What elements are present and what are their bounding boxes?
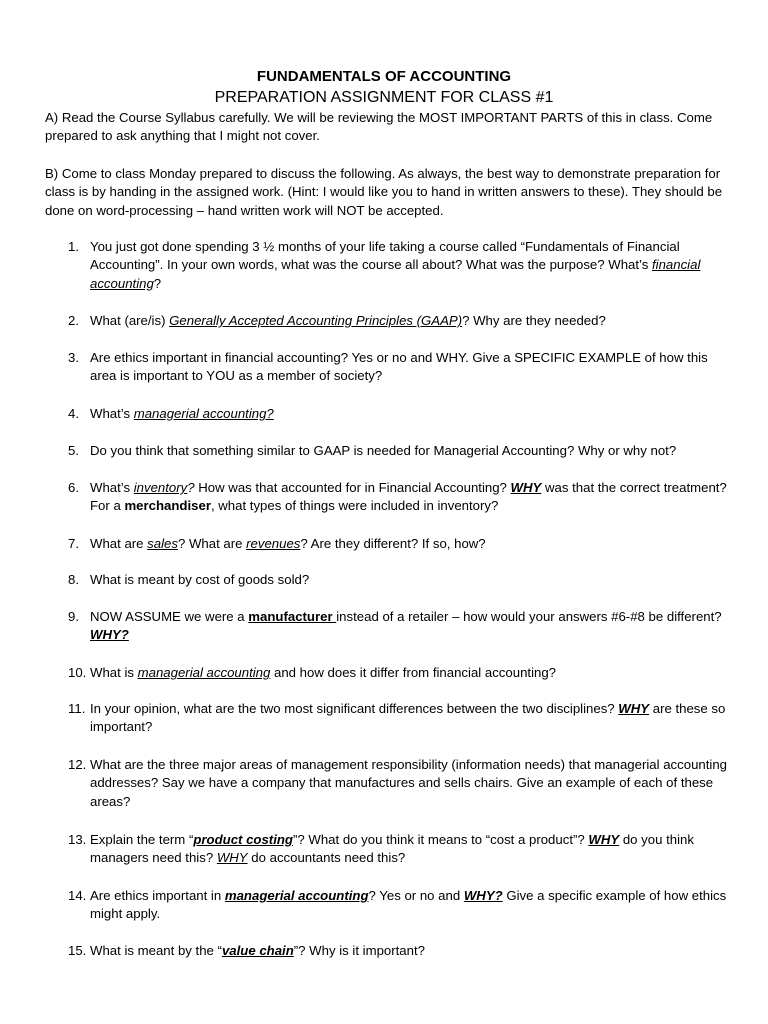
question-text xyxy=(90,479,728,516)
instruction-b: B) Come to class Monday prepared to discuss the following. As always, the best way to demonstrate preparation for class is by handing in the assigned work. (Hint: I would like you to hand in written answers to these). They should be done on word-processing – hand written work will NOT be accepted. xyxy=(45,166,723,218)
question-text xyxy=(90,756,728,811)
question-8 xyxy=(68,571,728,589)
question-number: 11. xyxy=(68,701,86,716)
question-text xyxy=(90,405,728,423)
question-text-segment: do you think managers need this? xyxy=(90,832,694,866)
question-text-segment: merchandiser xyxy=(124,498,211,514)
question-text-segment: What’s xyxy=(90,406,134,421)
question-text-segment: Give a specific example of how ethics might apply. xyxy=(90,888,727,922)
question-number: 1. xyxy=(68,239,79,254)
question-text-segment: managerial accounting? xyxy=(133,406,274,421)
question-text-segment: What is xyxy=(90,665,138,680)
question-number: 13. xyxy=(68,832,87,847)
question-text-segment: manufacturer xyxy=(248,609,337,624)
question-number: 5. xyxy=(68,443,79,458)
question-number: 7. xyxy=(68,536,79,551)
question-text-segment: ”? What do you think it means to “cost a product”? xyxy=(292,832,589,847)
question-text-segment: WHY? xyxy=(90,627,129,643)
question-number: 14. xyxy=(68,888,87,903)
question-text-segment: WHY xyxy=(216,850,248,866)
question-text-segment: What are the three major areas of management responsibility (information needs) that managerial accounting addresses? Say we have a company that manufactures and sells chairs. Give an example of each of these areas? xyxy=(90,757,727,809)
question-number: 12. xyxy=(68,757,87,772)
question-text-segment: ? Why are they needed? xyxy=(462,313,606,328)
question-text-segment: How was that accounted for in Financial Accounting? xyxy=(194,480,511,495)
question-text-segment: WHY? xyxy=(463,888,503,903)
question-text-segment: WHY xyxy=(510,480,542,495)
question-15 xyxy=(68,942,728,960)
question-text-segment: , what types of things were included in inventory? xyxy=(210,498,499,514)
question-text-segment: ? What are xyxy=(177,536,247,551)
question-12 xyxy=(68,756,728,811)
question-text xyxy=(90,942,728,960)
question-number: 4. xyxy=(68,406,79,421)
question-text-segment: ”? Why is it important? xyxy=(293,943,425,958)
question-text-segment: ? Yes or no and xyxy=(368,888,464,903)
question-text xyxy=(90,887,728,924)
question-text-segment: sales xyxy=(147,536,178,551)
question-text-segment: What (are/is) xyxy=(90,313,170,328)
question-text-segment: ? xyxy=(187,480,195,495)
question-10 xyxy=(68,664,728,682)
question-4 xyxy=(68,405,728,423)
question-text-segment: product costing xyxy=(193,832,293,847)
question-7 xyxy=(68,535,728,553)
question-text-segment: inventory xyxy=(133,480,188,495)
question-text-segment: Are ethics important in financial accounting? Yes or no and WHY. Give a SPECIFIC EXAMPLE of how this area is important to YOU as a member of society? xyxy=(90,350,708,384)
instruction-a: A) Read the Course Syllabus carefully. We will be reviewing the MOST IMPORTANT PARTS of this in class. Come prepared to ask anything that I might not cover. xyxy=(45,110,713,144)
question-text xyxy=(90,442,728,460)
question-2 xyxy=(68,312,728,330)
question-14 xyxy=(68,887,728,924)
question-text-segment: and how does it differ from financial accounting? xyxy=(270,665,556,680)
question-number: 8. xyxy=(68,572,79,587)
question-number: 15. xyxy=(68,943,87,958)
question-text-segment: revenues xyxy=(246,536,301,551)
question-number: 6. xyxy=(68,480,79,495)
question-text-segment: NOW ASSUME we were a xyxy=(90,609,249,624)
question-6 xyxy=(68,479,728,516)
question-text xyxy=(90,831,728,868)
question-1 xyxy=(68,238,728,293)
question-text-segment: What is meant by cost of goods sold? xyxy=(90,572,310,587)
question-text-segment: In your opinion, what are the two most significant differences between the two disciplines? xyxy=(90,701,619,716)
question-text-segment: managerial accounting xyxy=(137,665,271,680)
question-text xyxy=(90,571,728,589)
question-9 xyxy=(68,608,728,645)
question-text-segment: financial accounting xyxy=(90,257,701,291)
question-text-segment: do accountants need this? xyxy=(247,850,406,866)
question-text xyxy=(90,664,728,682)
question-text-segment: ? Are they different? If so, how? xyxy=(300,536,486,551)
question-text-segment: What’s xyxy=(90,480,134,495)
question-number: 3. xyxy=(68,350,79,365)
question-number: 10. xyxy=(68,665,87,680)
question-3 xyxy=(68,349,728,386)
question-text xyxy=(90,700,728,737)
question-text-segment: was that the correct treatment? For a xyxy=(90,480,727,514)
question-text-segment: WHY xyxy=(618,701,650,716)
question-text-segment: instead of a retailer – how would your answers #6-#8 be different? xyxy=(336,609,722,624)
document-title: FUNDAMENTALS OF ACCOUNTING xyxy=(256,68,512,85)
question-text xyxy=(90,238,728,293)
question-text-segment: What is meant by the “ xyxy=(90,943,222,958)
question-text-segment: Are ethics important in xyxy=(90,888,225,903)
question-text-segment: You just got done spending 3 ½ months of your life taking a course called “Fundamentals of Financial Accounting”. In your own words, what was the course all about? What was the purpose? What’s xyxy=(90,239,680,273)
question-text-segment: Generally Accepted Accounting Principles (GAAP) xyxy=(169,313,463,328)
question-text-segment: ? xyxy=(153,275,162,291)
question-text xyxy=(90,608,728,645)
question-number: 2. xyxy=(68,313,79,328)
question-text xyxy=(90,349,728,386)
question-text xyxy=(90,312,728,330)
document-subtitle: PREPARATION ASSIGNMENT FOR CLASS #1 xyxy=(214,89,554,106)
question-text-segment: Explain the term “ xyxy=(90,832,194,847)
question-number: 9. xyxy=(68,609,79,624)
question-text-segment: are these so important? xyxy=(90,701,726,735)
question-5 xyxy=(68,442,728,460)
question-13 xyxy=(68,831,728,868)
question-text xyxy=(90,535,728,553)
question-11 xyxy=(68,700,728,737)
question-text-segment: value chain xyxy=(221,943,294,958)
question-text-segment: managerial accounting xyxy=(224,888,369,903)
question-text-segment: What are xyxy=(90,536,148,551)
question-text-segment: WHY xyxy=(588,832,620,847)
question-text-segment: Do you think that something similar to GAAP is needed for Managerial Accounting? Why or why not? xyxy=(90,443,677,458)
